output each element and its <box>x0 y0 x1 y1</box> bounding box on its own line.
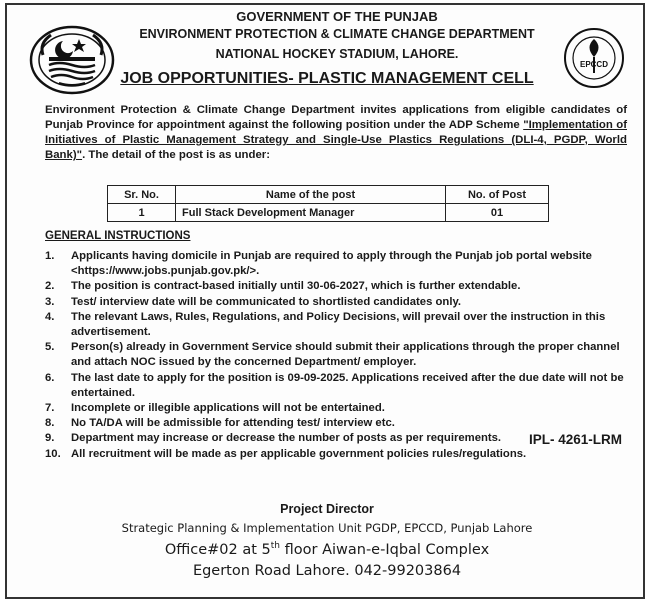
table-header-row <box>108 186 549 204</box>
page-title: JOB OPPORTUNITIES- PLASTIC MANAGEMENT CELL <box>120 70 534 87</box>
punjab-government-seal-icon <box>29 25 115 95</box>
posts-table <box>107 185 549 222</box>
col-header-post: Name of the post <box>176 186 446 204</box>
cell-sr: 1 <box>108 204 176 222</box>
header-address: NATIONAL HOCKEY STADIUM, LAHORE. <box>215 47 459 61</box>
intro-paragraph <box>45 103 627 163</box>
job-advertisement <box>5 3 645 599</box>
instructions-list <box>45 249 625 462</box>
item-number: 8. <box>45 417 55 430</box>
item-number: 5. <box>45 341 55 354</box>
instructions-heading: GENERAL INSTRUCTIONS <box>45 230 191 242</box>
epccd-logo-text: EPCCD <box>579 60 609 69</box>
list-item <box>45 371 625 401</box>
list-item <box>45 416 625 431</box>
list-item <box>45 401 625 416</box>
item-text: Person(s) already in Government Service should submit their applications through the proper channel and attach NOC issued by the concerned Department/ employer. <box>71 341 620 369</box>
footer-designation: Project Director <box>280 502 374 516</box>
office-sup: th <box>270 541 281 551</box>
item-number: 2. <box>45 280 55 293</box>
footer-address: Egerton Road Lahore. 042-99203864 <box>192 563 462 579</box>
item-number: 6. <box>45 371 55 384</box>
item-text: All recruitment will be made as per applicable government policies rules/regulations. <box>71 447 527 460</box>
item-text: Test/ interview date will be communicated to shortlisted candidates only. <box>71 295 462 308</box>
table-row <box>108 204 549 222</box>
footer-unit: Strategic Planning & Implementation Unit PGDP, EPCCD, Punjab Lahore <box>121 521 533 535</box>
item-number: 3. <box>45 295 55 308</box>
item-text: Applicants having domicile in Punjab are required to apply through the Punjab job portal website <https://www.jobs.punjab.gov.pk/>. <box>71 250 592 278</box>
col-header-count: No. of Post <box>446 186 549 204</box>
item-number: 10. <box>45 447 61 460</box>
scheme-name: "Implementation of Initiatives of Plastic Management Strategy and Single-Use Plastics Regulations (DLI-4, PGDP, World Bank)" <box>45 119 627 161</box>
item-text: No TA/DA will be admissible for attending test/ interview etc. <box>71 417 395 430</box>
footer-office <box>7 541 647 558</box>
item-text: Incomplete or illegible applications will not be entertained. <box>71 402 385 415</box>
list-item <box>45 310 625 340</box>
reference-code: IPL- 4261-LRM <box>529 432 623 447</box>
intro-tail: . The detail of the post is as under: <box>82 149 271 161</box>
item-text: Department may increase or decrease the number of posts as per requirements. <box>71 432 502 445</box>
list-item <box>45 340 625 370</box>
item-number: 7. <box>45 402 55 415</box>
header-government: GOVERNMENT OF THE PUNJAB <box>236 9 438 24</box>
item-text: The last date to apply for the position is 09-09-2025. Applications received after the due date will not be entertained. <box>71 371 624 399</box>
header-department: ENVIRONMENT PROTECTION & CLIMATE CHANGE DEPARTMENT <box>139 27 535 41</box>
office-pre: Office#02 at 5 <box>164 541 271 558</box>
item-text: The position is contract-based initially until 30-06-2027, which is further extendable. <box>71 280 521 293</box>
intro-text: Environment Protection & Climate Change Department invites applications from eligible candidates of Punjab Province for appointment against the following position under the ADP Scheme <box>45 104 627 131</box>
office-post: floor Aiwan-e-Iqbal Complex <box>280 541 490 558</box>
list-item <box>45 447 625 462</box>
list-item <box>45 295 625 310</box>
list-item <box>45 279 625 294</box>
item-number: 4. <box>45 310 55 323</box>
cell-post-name: Full Stack Development Manager <box>176 204 446 222</box>
item-text: The relevant Laws, Rules, Regulations, and Policy Decisions, will prevail over the instruction in this advertisement. <box>71 310 606 339</box>
list-item <box>45 249 625 279</box>
epccd-logo-icon <box>563 27 625 89</box>
item-number: 9. <box>45 432 55 445</box>
col-header-sr: Sr. No. <box>108 186 176 204</box>
cell-post-count: 01 <box>446 204 549 222</box>
item-number: 1. <box>45 250 55 262</box>
